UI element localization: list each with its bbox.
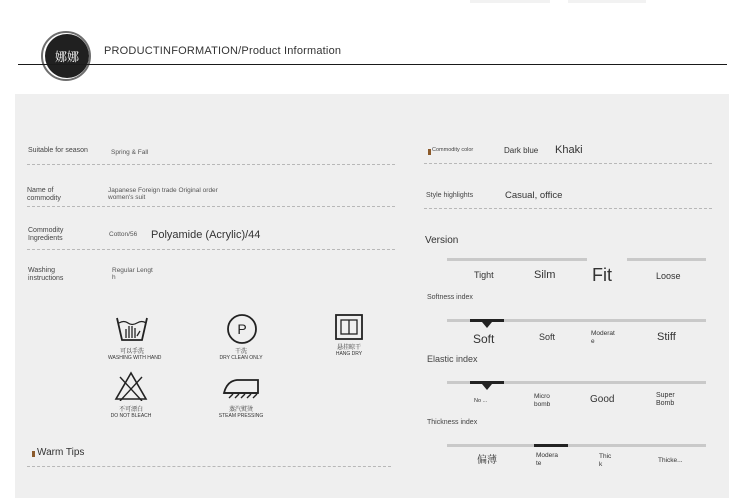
care-caption-cn: 悬挂晾干	[336, 345, 361, 351]
style-value: Casual, office	[505, 190, 563, 201]
ingredients-small-value: Cotton/56	[109, 231, 138, 238]
hand-wash-icon	[115, 314, 149, 344]
steam-iron-icon	[221, 375, 261, 401]
name-label	[27, 187, 61, 203]
version-option-tight[interactable]: Tight	[474, 270, 494, 280]
softness-option-1[interactable]: Soft	[473, 332, 495, 346]
care-caption-en: DO NOT BLEACH	[110, 413, 152, 419]
divider	[27, 206, 395, 207]
elastic-option-2[interactable]	[534, 393, 550, 409]
season-value: Spring & Fall	[111, 149, 149, 156]
washing-value	[112, 267, 153, 281]
elastic-option-2-line2: bomb	[534, 401, 551, 408]
version-bar	[627, 258, 706, 261]
elastic-option-2-line1: Micro	[534, 393, 550, 400]
thickness-option-2[interactable]	[536, 452, 558, 468]
divider	[424, 208, 712, 209]
thickness-option-4[interactable]: Thicke...	[658, 457, 683, 464]
divider	[27, 249, 395, 250]
care-caption-en: WASHING WITH HAND	[108, 355, 162, 361]
elastic-option-4[interactable]	[656, 392, 675, 408]
care-caption-en: HANG DRY	[335, 351, 363, 357]
version-option-loose[interactable]: Loose	[656, 271, 681, 281]
softness-option-3-line1: Moderat	[591, 330, 615, 337]
elastic-label: Elastic index	[427, 354, 478, 364]
hang-dry-caption	[325, 342, 373, 357]
thickness-active-segment	[534, 444, 568, 447]
color-value-2: Khaki	[555, 144, 583, 156]
care-caption-cn: 可以手洗	[119, 349, 144, 355]
style-label: Style highlights	[426, 192, 474, 199]
top-decoration	[470, 0, 550, 3]
washing-value-line1: Regular Lengt	[112, 267, 153, 274]
dry-clean-icon	[226, 313, 258, 345]
care-caption-en: STEAM PRESSING	[218, 413, 264, 419]
thickness-option-1[interactable]: 偏薄	[477, 455, 497, 466]
name-label-line1: Name of	[27, 187, 54, 194]
dry-clean-caption	[217, 346, 265, 361]
care-caption-cn: 蒸汽熨烫	[228, 407, 253, 413]
care-caption-cn: 不可漂白	[118, 407, 143, 413]
softness-option-3[interactable]	[591, 330, 615, 346]
thickness-option-3[interactable]	[599, 453, 611, 469]
elastic-option-1[interactable]: No ...	[474, 398, 488, 404]
divider	[27, 164, 395, 165]
softness-label: Softness index	[427, 294, 473, 301]
steam-iron-caption	[217, 404, 265, 419]
washing-label-line1: Washing	[28, 267, 55, 274]
dry-clean-letter: P	[237, 321, 247, 337]
version-bar	[447, 258, 587, 261]
softness-option-3-line2: e	[591, 338, 595, 345]
warm-tips-accent	[32, 451, 35, 457]
care-caption-en: DRY CLEAN ONLY	[219, 355, 263, 361]
header-divider	[18, 64, 727, 65]
ingredients-label	[28, 227, 63, 243]
ingredients-label-line2: Ingredients	[28, 235, 63, 242]
brand-logo: 娜娜	[45, 34, 89, 78]
color-value-1: Dark blue	[504, 146, 539, 155]
hand-wash-caption	[108, 346, 162, 361]
thickness-option-3-line1: Thic	[599, 453, 612, 460]
hang-dry-icon	[334, 313, 364, 341]
top-decoration	[568, 0, 646, 3]
elastic-marker	[482, 384, 492, 390]
thickness-option-3-line2: k	[599, 461, 603, 468]
divider	[424, 163, 712, 164]
softness-option-2[interactable]: Soft	[539, 332, 556, 342]
season-label: Suitable for season	[28, 147, 88, 154]
color-label: Commodity color	[432, 147, 474, 153]
ingredients-label-line1: Commodity	[28, 227, 64, 234]
divider	[27, 466, 391, 467]
washing-label	[28, 267, 63, 283]
page-title: PRODUCTINFORMATION/Product Information	[104, 45, 342, 57]
thickness-option-2-line1: Modera	[536, 452, 559, 459]
version-option-fit[interactable]: Fit	[592, 265, 612, 285]
elastic-option-4-line2: Bomb	[656, 400, 675, 407]
color-accent	[428, 149, 431, 155]
washing-label-line2: instructions	[28, 275, 64, 282]
ingredients-main-value: Polyamide (Acrylic)/44	[151, 229, 261, 241]
softness-marker	[482, 322, 492, 328]
name-value-line1: Japanese Foreign trade Original order	[108, 187, 218, 194]
thickness-option-2-line2: te	[536, 460, 542, 467]
elastic-option-3[interactable]: Good	[590, 394, 615, 405]
name-value-line2: women's suit	[108, 194, 146, 201]
thickness-bar	[447, 444, 706, 447]
washing-value-line2: h	[112, 274, 116, 281]
name-value	[108, 187, 218, 201]
care-caption-cn: 干洗	[234, 349, 247, 355]
softness-option-4[interactable]: Stiff	[657, 331, 676, 343]
version-option-silm[interactable]: Silm	[534, 269, 556, 281]
warm-tips-heading: Warm Tips	[37, 447, 85, 458]
thickness-label: Thickness index	[427, 419, 478, 426]
elastic-option-4-line1: Super	[656, 392, 675, 399]
no-bleach-caption	[107, 404, 155, 419]
no-bleach-icon	[114, 371, 148, 401]
version-label: Version	[425, 235, 459, 246]
name-label-line2: commodity	[27, 195, 61, 202]
